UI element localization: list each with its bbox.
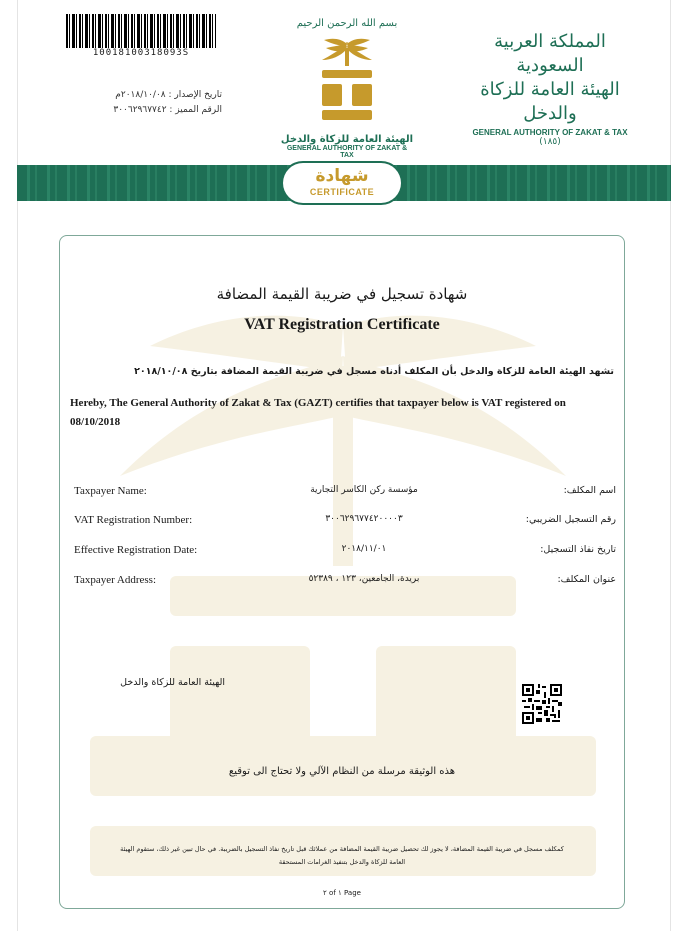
- barcode: [66, 14, 216, 60]
- title-english: VAT Registration Certificate: [244, 316, 440, 333]
- badge-arabic: شهادة: [315, 166, 369, 186]
- center-logo-arabic: الهيئة العامة للزكاة والدخل: [280, 134, 414, 145]
- auto-generated-note: هذه الوثيقة مرسلة من النظام الآلي ولا تحتاج الى توقيع: [228, 766, 456, 777]
- authority-name-arabic: الهيئة العامة للزكاة والدخل: [480, 79, 620, 124]
- field-label-arabic: تاريخ نفاذ التسجيل:: [540, 544, 616, 555]
- palm-logo-icon: [312, 36, 382, 128]
- field-row-taxpayer-name: [74, 485, 616, 501]
- issue-info: [90, 88, 222, 118]
- field-row-effective-date: [74, 544, 616, 560]
- certificate-frame: [59, 235, 625, 909]
- certificate-badge: [283, 163, 401, 203]
- barcode-number: 10018100318093S: [66, 48, 216, 58]
- authority-number: (١٨٥): [539, 137, 561, 147]
- barcode-bars: [66, 14, 216, 48]
- field-label-english: Taxpayer Address:: [74, 574, 157, 586]
- field-label-arabic: اسم المكلف:: [563, 485, 616, 496]
- field-label-arabic: رقم التسجيل الضريبي:: [525, 514, 616, 525]
- signer-authority: الهيئة العامة للزكاة والدخل: [120, 677, 225, 688]
- zakat-logo: [280, 18, 414, 159]
- field-label-arabic: عنوان المكلف:: [557, 574, 616, 585]
- watermark-logo-icon: [60, 236, 625, 909]
- reference-number: الرقم المميز : ٣٠٠٦٢٩٦٧٧٤٢: [113, 105, 222, 115]
- footer-note: كمكلف مسجل في ضريبة القيمة المضافة، لا يجوز لك تحصيل ضريبة القيمة المضافة من عملائك قبل تاريخ نفاذ التسجيل بالضريبة. في حال تبين غير ذلك، ستقوم الهيئة العامة للزكاة والدخل بتنفيذ الغرامات المستحقة: [120, 845, 564, 866]
- ksa-name-arabic: المملكة العربية السعودية: [494, 31, 606, 76]
- field-label-english: Effective Registration Date:: [74, 544, 198, 556]
- issue-date: تاريخ الإصدار : ٢٠١٨/١٠/٠٨م: [115, 90, 222, 100]
- statement-arabic: تشهد الهيئة العامة للزكاة والدخل بأن المكلف أدناه مسجل في ضريبة القيمة المضافة بتاريخ ٢٠١٨/١٠/٠٨: [134, 366, 614, 377]
- field-value: مؤسسة ركن الكاسر التجارية: [310, 485, 418, 495]
- statement-english: Hereby, The General Authority of Zakat & Tax (GAZT) certifies that taxpayer below is VAT registered on 08/10/2018: [70, 397, 566, 428]
- ksa-logo: [470, 30, 630, 147]
- authority-name-english: GENERAL AUTHORITY OF ZAKAT & TAX: [472, 128, 628, 137]
- page-number: Page ١ of ٢: [323, 889, 361, 897]
- field-value: ٣٠٠٦٢٩٦٧٧٤٢٠٠٠٠٣: [325, 514, 403, 524]
- field-row-address: [74, 574, 616, 590]
- field-value: ٢٠١٨/١١/٠١: [341, 544, 387, 554]
- badge-english: CERTIFICATE: [309, 187, 375, 197]
- field-label-english: Taxpayer Name:: [74, 485, 147, 497]
- title-arabic: شهادة تسجيل في ضريبة القيمة المضافة: [216, 285, 468, 303]
- field-value: بريدة، الجامعين، ١٢٣ ، ٥٢٣٨٩: [308, 574, 420, 584]
- center-logo-english: GENERAL AUTHORITY OF ZAKAT & TAX: [286, 145, 408, 159]
- qr-code-icon: [522, 684, 562, 724]
- field-row-vat-number: [74, 514, 616, 530]
- bismillah: بسم الله الرحمن الرحيم: [296, 18, 398, 29]
- field-label-english: VAT Registration Number:: [74, 514, 193, 526]
